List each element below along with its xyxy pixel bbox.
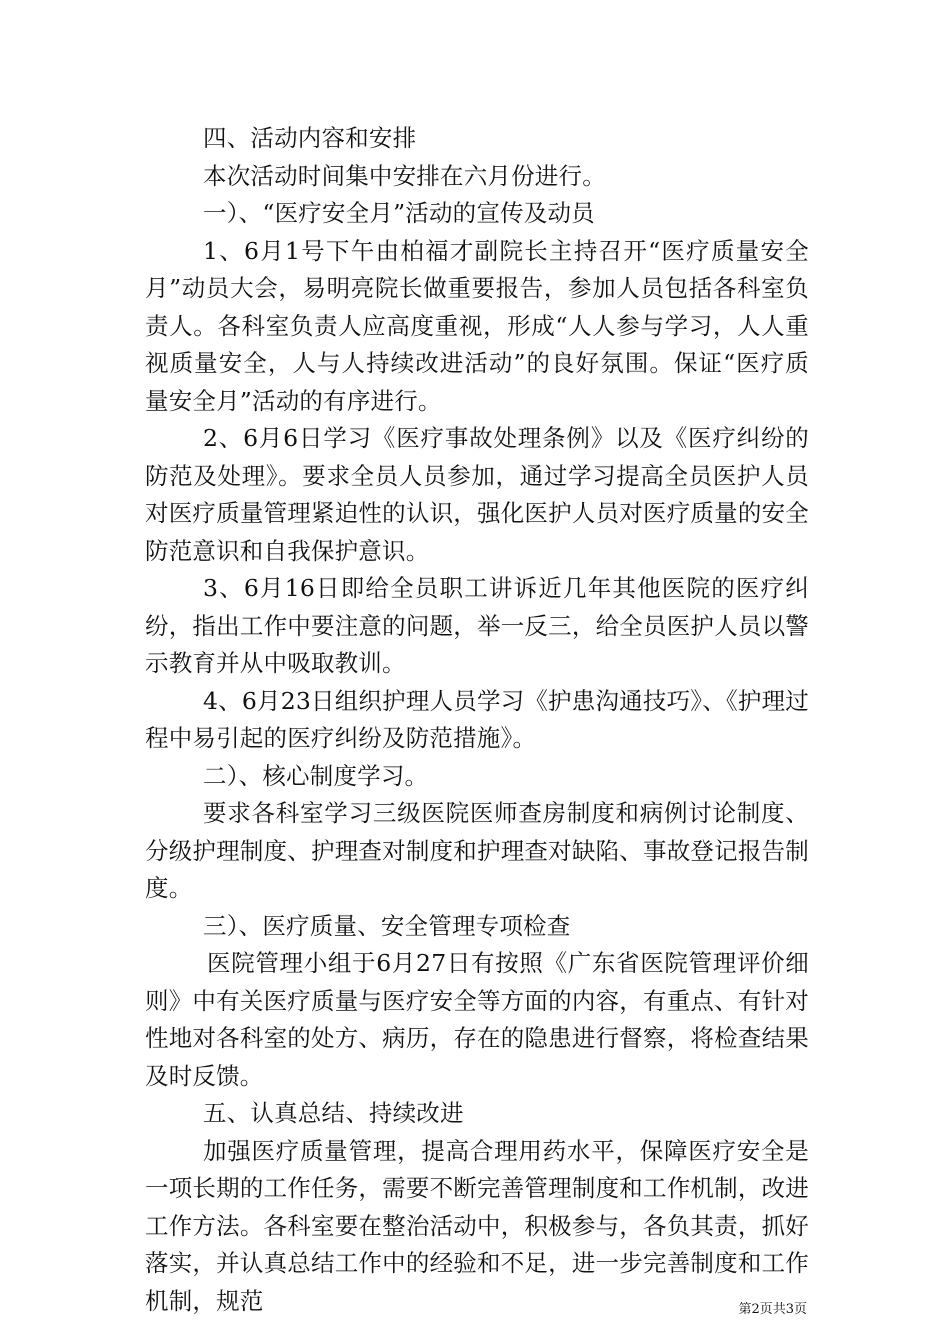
subsection-heading-1: 一）、“医疗安全月”活动的宣传及动员	[203, 199, 595, 227]
paragraph: 2、6月6日学习《医疗事故处理条例》以及《医疗纠纷的防范及处理》。要求全员人员参加，通过学习提高全员医护人员对医疗质量管理紧迫性的认识，强化医护人员对医疗质量的安全防范意识和自我保护意识。	[145, 424, 809, 565]
paragraph: 医院管理小组于6月27日有按照《广东省医院管理评价细则》中有关医疗质量与医疗安全等方面的内容，有重点、有针对性地对各科室的处方、病历，存在的隐患进行督察，将检查结果及时反馈。	[145, 949, 809, 1090]
paragraph: 要求各科室学习三级医院医师查房制度和病例讨论制度、分级护理制度、护理查对制度和护理查对缺陷、事故登记报告制度。	[145, 799, 809, 902]
paragraph: 加强医疗质量管理，提高合理用药水平，保障医疗安全是一项长期的工作任务，需要不断完善管理制度和工作机制，改进工作方法。各科室要在整治活动中，积极参与，各负其责，抓好落实，并认真总结工作中的经验和不足，进一步完善制度和工作机制，规范	[145, 1136, 809, 1315]
paragraph: 1、6月1号下午由柏福才副院长主持召开“医疗质量安全月”动员大会，易明亮院长做重要报告，参加人员包括各科室负责人。各科室负责人应高度重视，形成“人人参与学习，人人重视质量安全，人与人持续改进活动”的良好氛围。保证“医疗质量安全月”活动的有序进行。	[145, 236, 809, 415]
section-heading-5: 五、认真总结、持续改进	[203, 1099, 464, 1127]
page-number: 第2页共3页	[738, 1302, 807, 1317]
subsection-heading-2: 二）、核心制度学习。	[203, 761, 429, 790]
section-heading-4: 四、活动内容和安排	[203, 124, 417, 152]
document-body	[145, 120, 809, 1320]
subsection-heading-3: 三）、医疗质量、安全管理专项检查	[203, 911, 571, 940]
paragraph: 4、6月23日组织护理人员学习《护患沟通技巧》、《护理过程中易引起的医疗纠纷及防范措施》。	[145, 686, 809, 752]
paragraph: 3、6月16日即给全员职工讲诉近几年其他医院的医疗纠纷，指出工作中要注意的问题，举一反三，给全员医护人员以警示教育并从中吸取教训。	[145, 574, 809, 677]
paragraph: 本次活动时间集中安排在六月份进行。	[203, 161, 606, 190]
